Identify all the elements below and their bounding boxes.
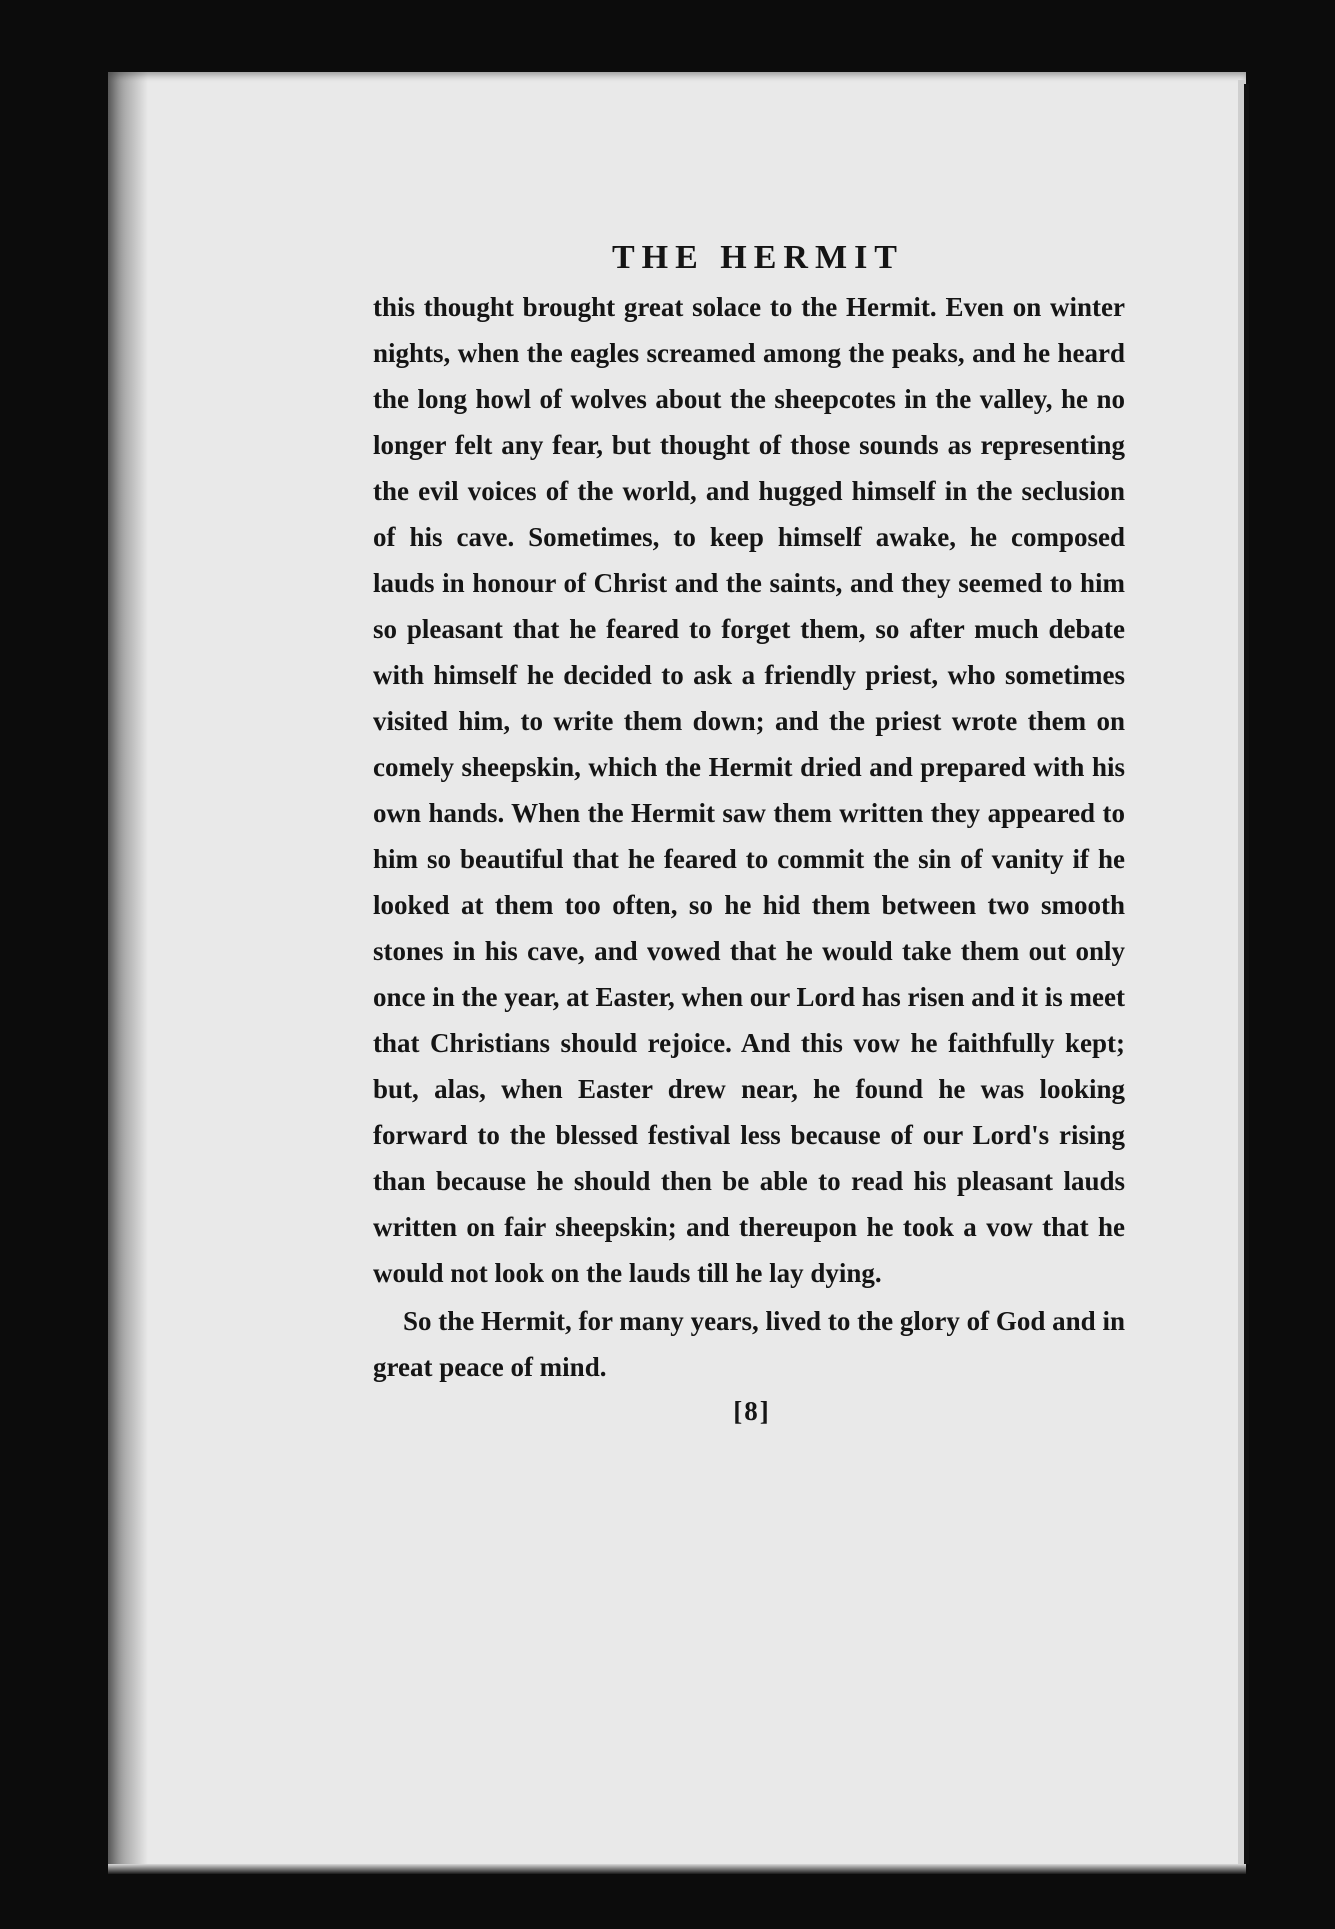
body-paragraph: this thought brought great solace to the Hermit. Even on winter nights, when the eagles screamed among the peaks, and he heard the long howl of wolves about the sheepcotes in the valley, he no longer felt any fear, but thought of those sounds as representing the evil voices of the world, and hugged himself in the seclusion of his cave. Sometimes, to keep himself awake, he composed lauds in honour of Christ and the saints, and they seemed to him so pleasant that he feared to forget them, so after much debate with himself he decided to ask a friendly priest, who sometimes visited him, to write them down; and the priest wrote them on comely sheepskin, which the Hermit dried and prepared with his own hands. When the Hermit saw them written they appeared to him so beautiful that he feared to commit the sin of vanity if he looked at them too often, so he hid them between two smooth stones in his cave, and vowed that he would take them out only once in the year, at Easter, when our Lord has risen and it is meet that Christians should rejoice. And this vow he faithfully kept; but, alas, when Easter drew near, he found he was looking forward to the blessed festival less because of our Lord's rising than because he should then be able to read his pleasant lauds written on fair sheepskin; and thereupon he took a vow that he would not look on the lauds till he lay dying. [373,292,1126,1288]
body-paragraph-closing: So the Hermit, for many years, lived to the glory of God and in great peace of mind. [373,1306,1125,1382]
running-head: THE HERMIT [612,239,904,276]
facing-page-edge [1244,84,1249,1864]
gutter-shadow [108,72,148,1874]
text-block [373,238,1125,1434]
page-bottom-edge [108,1864,1246,1874]
page-number: [8] [733,1396,771,1426]
